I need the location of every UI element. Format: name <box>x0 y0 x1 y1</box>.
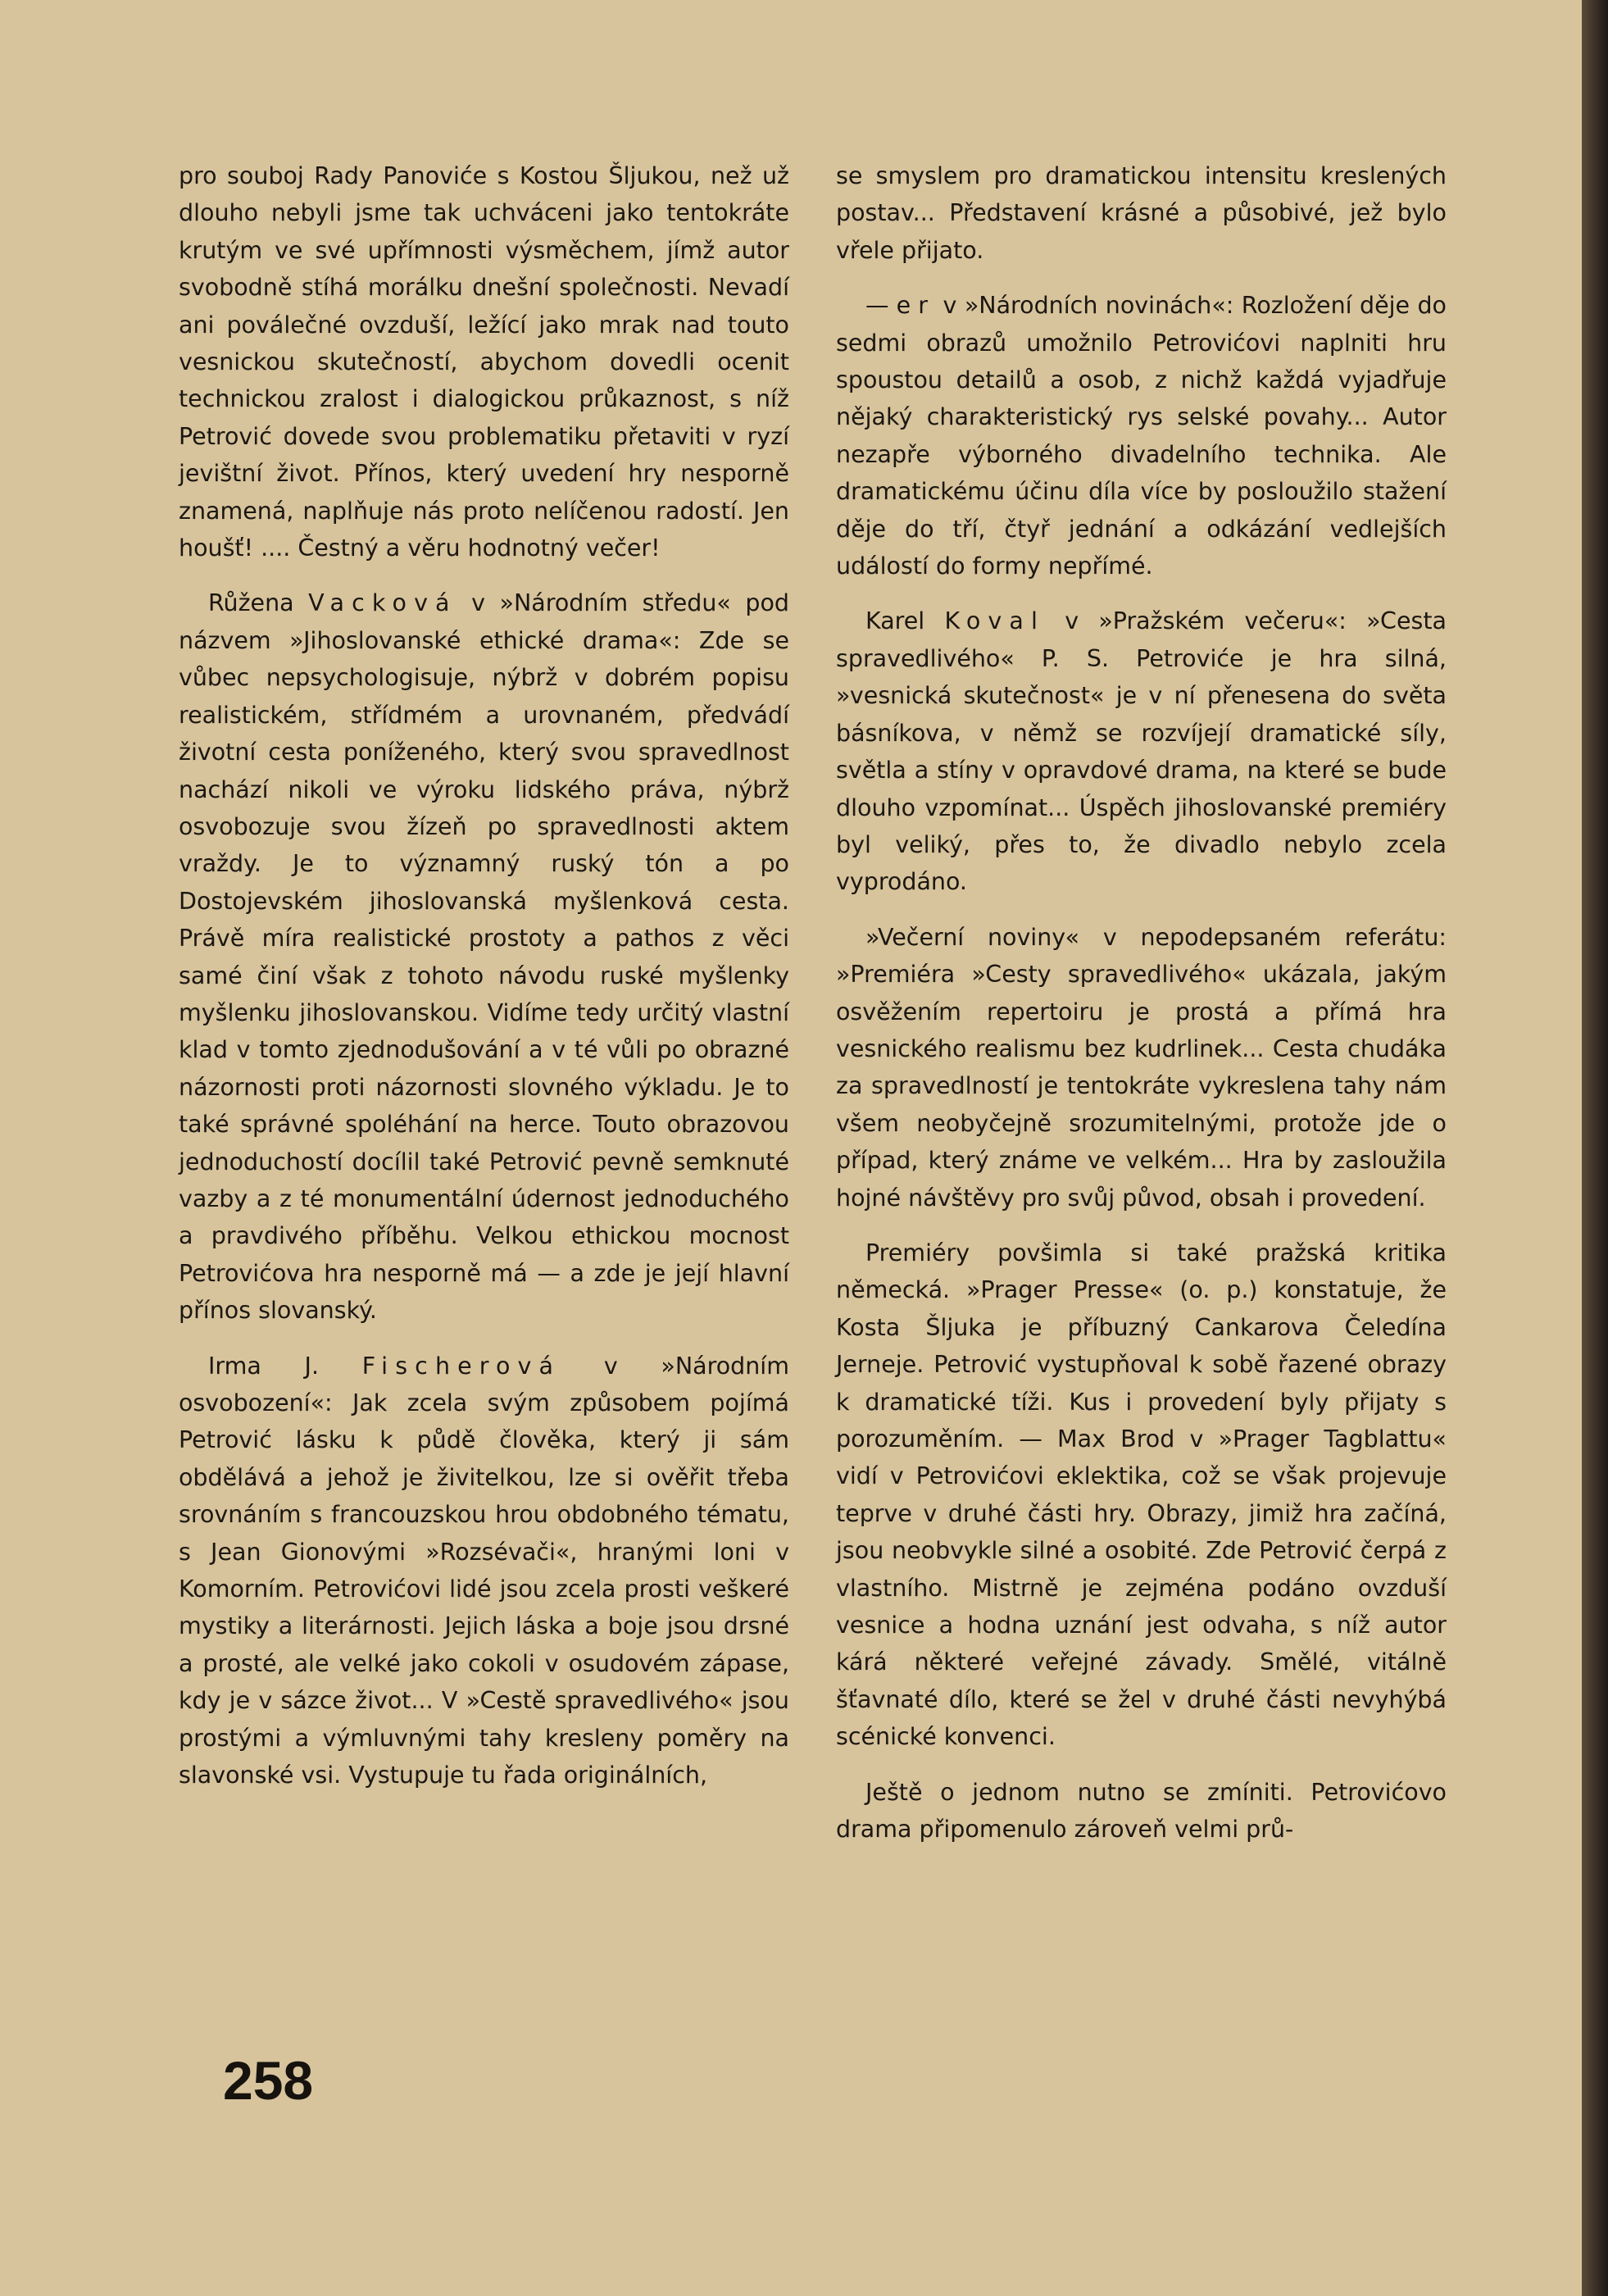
review-paragraph <box>179 584 789 1329</box>
review-text: v »Pražském večeru«: »Cesta spravedlivého« P. S. Petroviće je hra silná, »vesnická skutečnost« je v ní přenesena do světa básníkova, v němž se rozvíjejí dramatické síly, světla a stíny v opravdové drama, na které se bude dlouho vzpomínat... Úspěch jihoslovanské premiéry byl veliký, přes to, že divadlo nebylo zcela vyprodáno. <box>836 607 1447 896</box>
critic-name: Karel <box>865 607 925 635</box>
critic-name: Irma J. <box>208 1352 320 1380</box>
review-paragraph <box>836 602 1447 900</box>
review-text: v »Národních novinách«: Rozložení děje do sedmi obrazů umožnilo Petrovićovi naplniti hru spoustou detailů a osob, z nichž každá vyjadřuje nějaký charakteristický rys selské povahy... Autor nezapře výborného divadelního technika. Ale dramatickému účinu díla více by posloužilo stažení děje do tří, čtyř jednání a odkázání vedlejších událostí do formy nepřímé. <box>836 292 1447 580</box>
review-paragraph: se smyslem pro dramatickou intensitu kreslených postav... Představení krásné a působivé, jež bylo vřele přijato. <box>836 162 1447 264</box>
page-number: 258 <box>223 2050 314 2111</box>
critic-surname: Koval <box>944 607 1045 635</box>
critic-surname: Vacková <box>308 589 457 617</box>
critic-name: Růžena <box>208 589 294 617</box>
review-text: v »Národním středu« pod názvem »Jihoslovanské ethické drama«: Zde se vůbec nepsychologisuje, nýbrž v dobrém popisu realistickém, střídmém a urovnaném, předvádí životní cesta poníženého, který svou spravedlnost nachází nikoli ve výroku lidského práva, nýbrž osvobozuje svou žízeň po spravedlnosti aktem vraždy. Je to významný ruský tón a po Dostojevském jihoslovanská myšlenková cesta. Právě míra realistické prostoty a pathos z věci samé činí však z tohoto návodu ruské myšlenky myšlenku jihoslovanskou. Vidíme tedy určitý vlastní klad v tomto zjednodušování a v té vůli po obrazné názornosti proti názornosti slovného výkladu. Je to také správné spoléhání na herce. Touto obrazovou jednoduchostí docílil také Petrović pevně semknuté vazby a z té monumentální údernost jednoduchého a pravdivého příběhu. Velkou ethickou mocnost Petrovićova hra nesporně má — a zde je její hlavní přínos slovanský. <box>179 589 789 1325</box>
critic-surname: Fischerová <box>361 1352 561 1380</box>
critic-signature: —er <box>865 292 936 320</box>
review-paragraph <box>179 1348 789 1794</box>
left-column <box>179 157 789 1812</box>
review-paragraph: Ještě o jednom nutno se zmíniti. Petrovićovo drama připomenulo zároveň velmi prů- <box>836 1778 1447 1844</box>
review-paragraph: Premiéry povšimla si také pražská kritika německá. »Prager Presse« (o. p.) konstatuje, že Kosta Šljuka je příbuzný Cankarova Čeledína Jerneje. Petrović vystupňoval k sobě řazené obrazy k dramatické tíži. Kus i provedení byly přijaty s porozuměním. — Max Brod v »Prager Tagblattu« vidí v Petrovićovi eklektika, což se však projevuje teprve v druhé části hry. Obrazy, jimiž hra začíná, jsou neobvykle silné a osobité. Zde Petrović čerpá z vlastního. Mistrně je zejména podáno ovzduší vesnice a hodna uznání jest odvaha, s níž autor kárá některé veřejné závady. Smělé, vitálně šťavnaté dílo, které se žel v druhé části nevyhýbá scénické konvenci. <box>836 1239 1447 1751</box>
review-paragraph <box>836 287 1447 584</box>
review-paragraph: pro souboj Rady Panoviće s Kostou Šljukou, než už dlouho nebyli jsme tak uchváceni jako tentokráte krutým ve své upřímnosti výsměchem, jímž autor svobodně stíhá morálku dnešní společnosti. Nevadí ani poválečné ovzduší, ležící jako mrak nad touto vesnickou skutečností, abychom dovedli ocenit technickou zralost i dialogickou průkaznost, s níž Petrović dovede svou problematiku přetaviti v ryzí jevištní život. Přínos, který uvedení hry nesporně znamená, naplňuje nás proto nelíčenou radostí. Jen houšť! .... Čestný a věru hodnotný večer! <box>179 162 789 562</box>
review-text: v »Národním osvobození«: Jak zcela svým způsobem pojímá Petrović lásku k půdě člověka, který ji sám obdělává a jehož je živitelkou, lze si ověřit třeba srovnáním s francouzskou hrou obdobného tématu, s Jean Gionovými »Rozsévači«, hranými loni v Komorním. Petrovićovi lidé jsou zcela prosti veškeré mystiky a literárnosti. Jejich láska a boje jsou drsné a prosté, ale velké jako cokoli v osudovém zápase, kdy je v sázce život... V »Cestě spravedlivého« jsou prostými a výmluvnými tahy kresleny poměry na slavonské vsi. Vystupuje tu řada originálních, <box>179 1352 789 1789</box>
book-binding-edge <box>1582 0 1608 2296</box>
review-paragraph: »Večerní noviny« v nepodepsaném referátu: »Premiéra »Cesty spravedlivého« ukázala, jakým osvěžením repertoiru je prostá a přímá hra vesnického realismu bez kudrlinek... Cesta chudáka za spravedlností je tentokráte vykreslena tahy nám všem neobyčejně srozumitelnými, protože jde o případ, který známe ve velkém... Hra by zasloužila hojné návštěvy pro svůj původ, obsah i provedení. <box>836 923 1447 1212</box>
right-column <box>836 157 1447 1866</box>
